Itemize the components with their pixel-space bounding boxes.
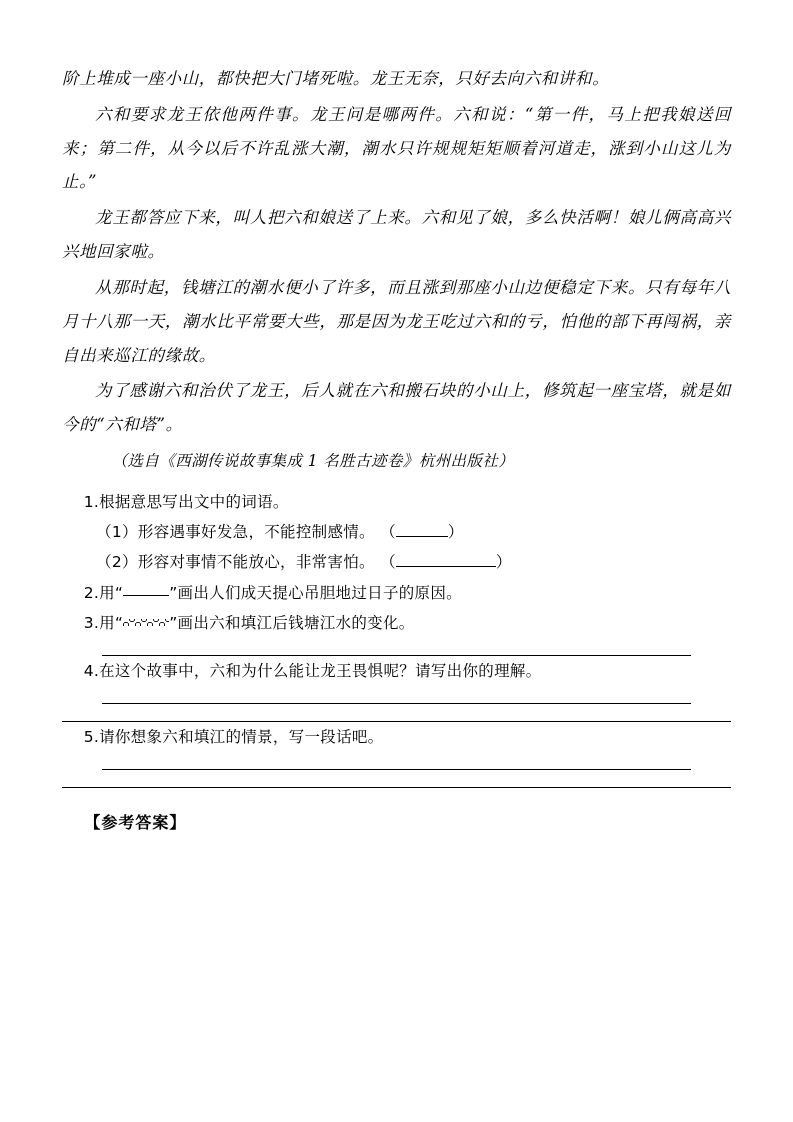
answer-line[interactable]: [102, 769, 691, 770]
question-4-number: 4.: [83, 662, 100, 681]
question-4: [62, 656, 731, 686]
story-paragraph-1: 阶上堆成一座小山，都快把大门堵死啦。龙王无奈，只好去向六和讲和。: [62, 69, 610, 88]
question-1-number: 1.: [83, 492, 100, 511]
story-paragraph-2: 六和要求龙王依他两件事。龙王问是哪两件。六和说：“第一件，马上把我娘送回来；第二件，从今以后不许乱涨大潮，潮水只许规规矩矩顺着河道走，涨到小山这儿为止。”: [62, 104, 731, 192]
story-paragraph-3: 龙王都答应下来，叫人把六和娘送了上来。六和见了娘，多么快活啊！娘儿俩高高兴兴地回家啦。: [62, 208, 731, 262]
answer-blank-1a[interactable]: [396, 521, 448, 538]
answer-line[interactable]: [62, 787, 731, 788]
question-3: [62, 608, 731, 638]
question-2: [62, 578, 731, 608]
question-1-text: 根据意思写出文中的词语。: [99, 492, 289, 511]
question-4-text: 在这个故事中，六和为什么能让龙王畏惧呢？请写出你的理解。: [99, 662, 542, 681]
question-2-number: 2.: [83, 583, 100, 602]
question-1b: [62, 547, 731, 577]
question-1a-number: （1）: [96, 523, 138, 542]
wavy-underline-icon: [123, 619, 169, 626]
question-2-prefix: 用“: [99, 583, 124, 602]
question-1a-tail: ）: [447, 523, 464, 542]
question-1b-tail: ）: [495, 553, 512, 572]
story-paragraph-4: 从那时起，钱塘江的潮水便小了许多，而且涨到那座小山边便稳定下来。只有每年八月十八那一天，潮水比平常要大些，那是因为龙王吃过六和的亏，怕他的部下再闯祸，亲自出来巡江的缘故。: [62, 277, 731, 365]
answer-line[interactable]: [102, 703, 691, 704]
question-1a: [62, 517, 731, 547]
question-3-suffix: ”画出六和填江后钱塘江水的变化。: [169, 613, 415, 632]
story-paragraph-5: 为了感谢六和治伏了龙王，后人就在六和搬石块的小山上，修筑起一座宝塔，就是如今的“六和塔”。: [62, 381, 731, 435]
question-1a-text: 形容遇事好发急，不能控制感情。 （: [137, 523, 396, 542]
solid-underline-icon: [123, 595, 169, 596]
question-2-suffix: ”画出人们成天提心吊胆地过日子的原因。: [169, 583, 462, 602]
answer-blank-1b[interactable]: [396, 551, 496, 568]
source-citation: （选自《西湖传说故事集成 1 名胜古迹卷》杭州出版社）: [111, 451, 515, 470]
question-5-number: 5.: [83, 728, 100, 747]
question-3-prefix: 用“: [99, 613, 124, 632]
answer-key-header: 【参考答案】: [84, 813, 187, 833]
question-1b-text: 形容对事情不能放心，非常害怕。 （: [137, 553, 396, 572]
question-3-number: 3.: [83, 613, 100, 632]
question-5: [62, 722, 731, 752]
question-1: [62, 487, 731, 517]
question-1b-number: （2）: [96, 553, 138, 572]
question-5-text: 请你想象六和填江的情景，写一段话吧。: [99, 728, 384, 747]
